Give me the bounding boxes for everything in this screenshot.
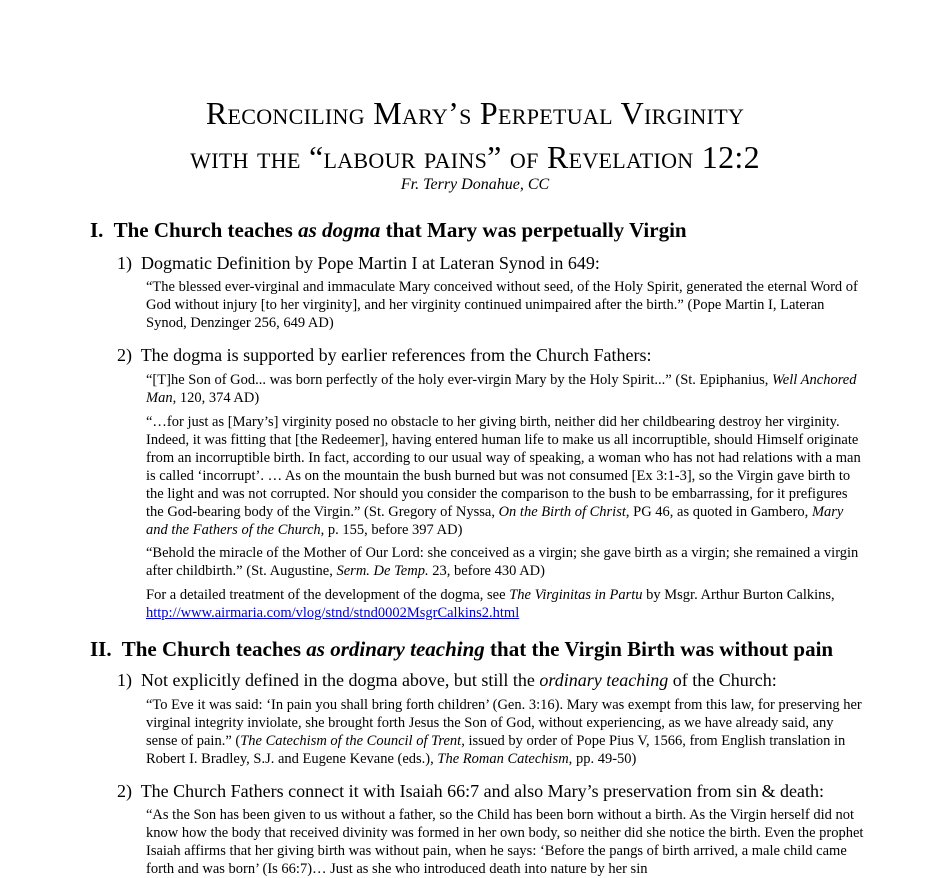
section-2-item-1 <box>117 669 777 691</box>
section-2-item-1-pre: Not explicitly defined in the dogma above, but still the <box>141 670 540 690</box>
section-1-heading-emphasis: as dogma <box>298 218 381 242</box>
document-title-line-1: Reconciling Mary’s Perpetual Virginity <box>205 95 745 131</box>
pope-martin-quote: “The blessed ever-virginal and immaculate Mary conceived without seed, of the Holy Spirit, generated the eternal Word of God without injury [to her virginity], and her virginity continued unimpaired after the birth.” (Pope Martin I, Lateran Synod, Denzinger 256, 649 AD) <box>146 279 858 331</box>
gregory-quote-book: Mary and the Fathers of the Church <box>146 504 844 538</box>
section-2-item-2 <box>117 780 824 802</box>
section-1-item-1-text: Dogmatic Definition by Pope Martin I at Lateran Synod in 649: <box>141 253 600 273</box>
gregory-quote-ref: , p. 155, before 397 AD) <box>320 522 463 538</box>
section-1-heading-pre: The Church teaches <box>113 218 299 242</box>
section-1-item-2 <box>117 344 652 366</box>
section-1-item-2-text: The dogma is supported by earlier references from the Church Fathers: <box>140 345 652 365</box>
trent-quote-source: The Catechism of the Council of Trent, <box>240 733 465 749</box>
epiphanius-quote <box>146 371 866 407</box>
section-2-item-2-number: 2) <box>117 781 132 801</box>
epiphanius-quote-text: “[T]he Son of God... was born perfectly of the holy ever-virgin Mary by the Holy Spirit...” (St. Epiphanius, <box>146 372 773 388</box>
section-2-item-2-text: The Church Fathers connect it with Isaiah 66:7 and also Mary’s preservation from sin & death: <box>140 781 825 801</box>
section-1-number: I. <box>90 218 104 242</box>
gregory-of-nyssa-quote <box>146 413 866 539</box>
trent-quote-ref: pp. 49-50) <box>572 751 637 767</box>
augustine-quote-ref: 23, before 430 AD) <box>428 563 545 579</box>
gregory-quote-mid: , PG 46, as quoted in Gambero, <box>625 504 812 520</box>
section-2-heading-post: that the Virgin Birth was without pain <box>484 637 834 661</box>
further-reading-note <box>146 586 866 622</box>
section-2-item-1-number: 1) <box>117 670 132 690</box>
calkins-article-link[interactable]: http://www.airmaria.com/vlog/stnd/stnd0002MsgrCalkins2.html <box>146 605 520 621</box>
further-reading-title: The Virginitas in Partu <box>509 587 643 603</box>
section-1-item-1-number: 1) <box>117 253 132 273</box>
augustine-quote-source: Serm. De Temp. <box>336 563 429 579</box>
section-2-heading <box>90 636 833 662</box>
section-1-item-1 <box>117 252 600 274</box>
trent-catechism-quote <box>146 696 866 768</box>
section-2-item-1-emphasis: ordinary teaching <box>539 670 669 690</box>
section-2-number: II. <box>90 637 112 661</box>
section-2-item-1-post: of the Church: <box>668 670 777 690</box>
gregory-quote-source: On the Birth of Christ <box>498 504 626 520</box>
document-title-line-2: with the “labour pains” of Revelation 12:2 <box>190 139 760 175</box>
epiphanius-quote-ref: , 120, 374 AD) <box>172 390 260 406</box>
section-1-item-2-number: 2) <box>117 345 132 365</box>
gregory-quote-text: “…for just as [Mary’s] virginity posed no obstacle to her giving birth, neither did her childbearing destroy her virginity. Indeed, it was fitting that [the Redeemer], having entered human life to make us all incorruptible, should Himself originate from an incorruptible birth. In fact, according to our usual way of speaking, a woman who has not had relations with a man is called ‘incorrupt’. … As on the mountain the bush burned but was not consumed [Ex 3:1-3], so the Virgin gave birth to the light and was not corrupted. Nor should you consider the comparison to the bush to be embarrassing, for it prefigures the God-bearing body of the Virgin.” (St. Gregory of Nyssa, <box>146 414 861 520</box>
further-reading-text: For a detailed treatment of the development of the dogma, see <box>146 587 510 603</box>
epiphanius-quote-source: Well Anchored Man <box>146 372 857 406</box>
section-2-heading-pre: The Church teaches <box>121 637 307 661</box>
section-2-heading-emphasis: as ordinary teaching <box>306 637 485 661</box>
augustine-quote-text: “Behold the miracle of the Mother of Our Lord: she conceived as a virgin; she gave birth as a virgin; she remained a virgin after childbirth.” (St. Augustine, <box>146 545 859 579</box>
further-reading-author: by Msgr. Arthur Burton Calkins, <box>642 587 835 603</box>
church-fathers-isaiah-quote: “As the Son has been given to us without a father, so the Child has been born without a birth. As the Virgin herself did not know how the body that received divinity was formed in her own body, so neither did she notice the birth. Even the prophet Isaiah affirms that her giving birth was without pain, when he says: ‘Before the pangs of birth arrived, a male child came forth and was born’ (Is 66:7)… Just as she who introduced death into nature by her sin <box>146 807 864 877</box>
trent-quote-text: “To Eve it was said: ‘In pain you shall bring forth children’ (Gen. 3:16). Mary was exempt from this law, for preserving her virginal integrity inviolate, she brought forth Jesus the Son of God, without experiencing, as we have already said, any sense of pain.” ( <box>146 697 862 749</box>
author-byline: Fr. Terry Donahue, CC <box>400 176 550 193</box>
trent-quote-book: The Roman Catechism, <box>437 751 573 767</box>
section-1-heading-post: that Mary was perpetually Virgin <box>380 218 687 242</box>
trent-quote-mid: issued by order of Pope Pius V, 1566, from English translation in Robert I. Bradley, S.J. and Eugene Kevane (eds.), <box>146 733 846 767</box>
augustine-quote <box>146 544 866 580</box>
section-1-heading <box>90 217 687 243</box>
